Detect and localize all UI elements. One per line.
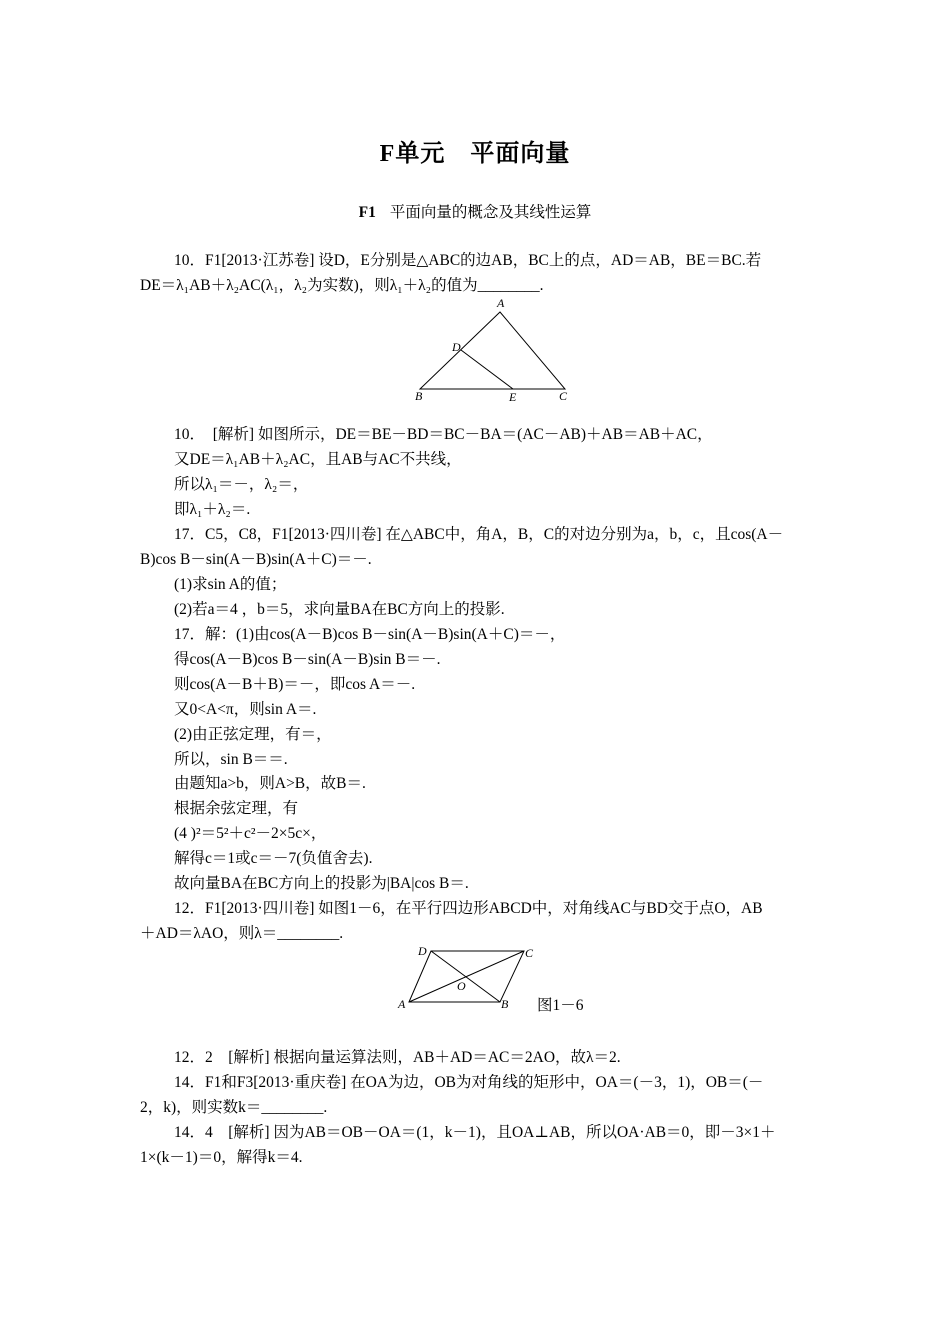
parallelogram-figure: [395, 940, 540, 1015]
page-title: F单元 平面向量: [379, 141, 571, 167]
text-line: 得cos(A－B)cos B－sin(A－B)sin B＝－.: [174, 651, 441, 668]
label-E: E: [509, 390, 517, 404]
text-line: 则cos(A－B＋B)＝－，即cos A＝－.: [174, 676, 416, 693]
text-line: 2，k)，则实数k＝________.: [140, 1099, 328, 1116]
text-line: 10． [解析] 如图所示，DE＝BE－BD＝BC－BA＝(AC－AB)＋AB＝AB＋AC，: [174, 426, 713, 443]
text-line: 12．F1[2013·四川卷] 如图1－6，在平行四边形ABCD中，对角线AC与BD交于点O，AB: [174, 900, 763, 917]
text-line: (1)求sin A的值；: [174, 576, 287, 593]
text-line: 12．2 [解析] 根据向量运算法则，AB＋AD＝AC＝2AO，故λ＝2.: [174, 1049, 621, 1066]
text-line: 17．解：(1)由cos(A－B)cos B－sin(A－B)sin(A＋C)＝－，: [174, 626, 566, 643]
text-line: 故向量BA在BC方向上的投影为|BA|cos B＝.: [174, 875, 469, 892]
text-line: 又0<A<π，则sin A＝.: [174, 701, 317, 718]
text-line: 又DE＝λ₁AB＋λ₂AC，且AB与AC不共线，: [174, 451, 462, 468]
text-line: 所以，sin B＝＝.: [174, 751, 288, 768]
label-A: A: [497, 296, 505, 310]
text-line: 即λ₁＋λ₂＝.: [174, 501, 251, 518]
text-line: (4 )²＝5²＋c²－2×5c×，: [174, 825, 327, 842]
label-A: A: [398, 997, 406, 1011]
text-line: 所以λ₁＝－，λ₂＝，: [174, 476, 309, 493]
triangle-figure: [405, 295, 585, 405]
section-heading: [0, 200, 950, 222]
text-line: 由题知a>b，则A>B，故B＝.: [174, 775, 366, 792]
label-D: D: [452, 340, 461, 354]
text-line: 根据余弦定理，有: [174, 800, 299, 817]
text-line: (2)由正弦定理，有＝，: [174, 726, 332, 743]
text-line: DE＝λ₁AB＋λ₂AC(λ₁，λ₂为实数)，则λ₁＋λ₂的值为________.: [140, 277, 544, 294]
label-B: B: [415, 389, 423, 403]
label-B: B: [501, 997, 509, 1011]
text-line: 14．4 [解析] 因为AB＝OB－OA＝(1，k－1)，且OA⊥AB，所以OA·AB＝0，即－3×1＋: [174, 1124, 776, 1141]
text-line: 1×(k－1)＝0，解得k＝4.: [140, 1149, 303, 1166]
text-line: (2)若a＝4 ，b＝5，求向量BA在BC方向上的投影.: [174, 601, 505, 618]
text-line: B)cos B－sin(A－B)sin(A＋C)＝－.: [140, 551, 372, 568]
text-line: ＋AD＝λAO，则λ＝________.: [140, 925, 344, 942]
label-O: O: [457, 979, 466, 993]
label-C: C: [525, 946, 534, 960]
figure-caption: 图1－6: [537, 997, 584, 1014]
text-line: 解得c＝1或c＝－7(负值舍去).: [174, 850, 373, 867]
text-line: 14．F1和F3[2013·重庆卷] 在OA为边，OB为对角线的矩形中，OA＝(－3，1)，OB＝(－: [174, 1074, 764, 1091]
section-code: F1: [358, 204, 376, 221]
label-D: D: [418, 944, 427, 958]
text-line: 17．C5，C8，F1[2013·四川卷] 在△ABC中，角A，B，C的对边分别为a，b，c，且cos(A－: [174, 526, 784, 543]
label-C: C: [559, 389, 568, 403]
text-line: 10．F1[2013·江苏卷] 设D，E分别是△ABC的边AB，BC上的点，AD＝AB，BE＝BC.若: [174, 252, 762, 269]
section-name: 平面向量的概念及其线性运算: [389, 204, 592, 221]
